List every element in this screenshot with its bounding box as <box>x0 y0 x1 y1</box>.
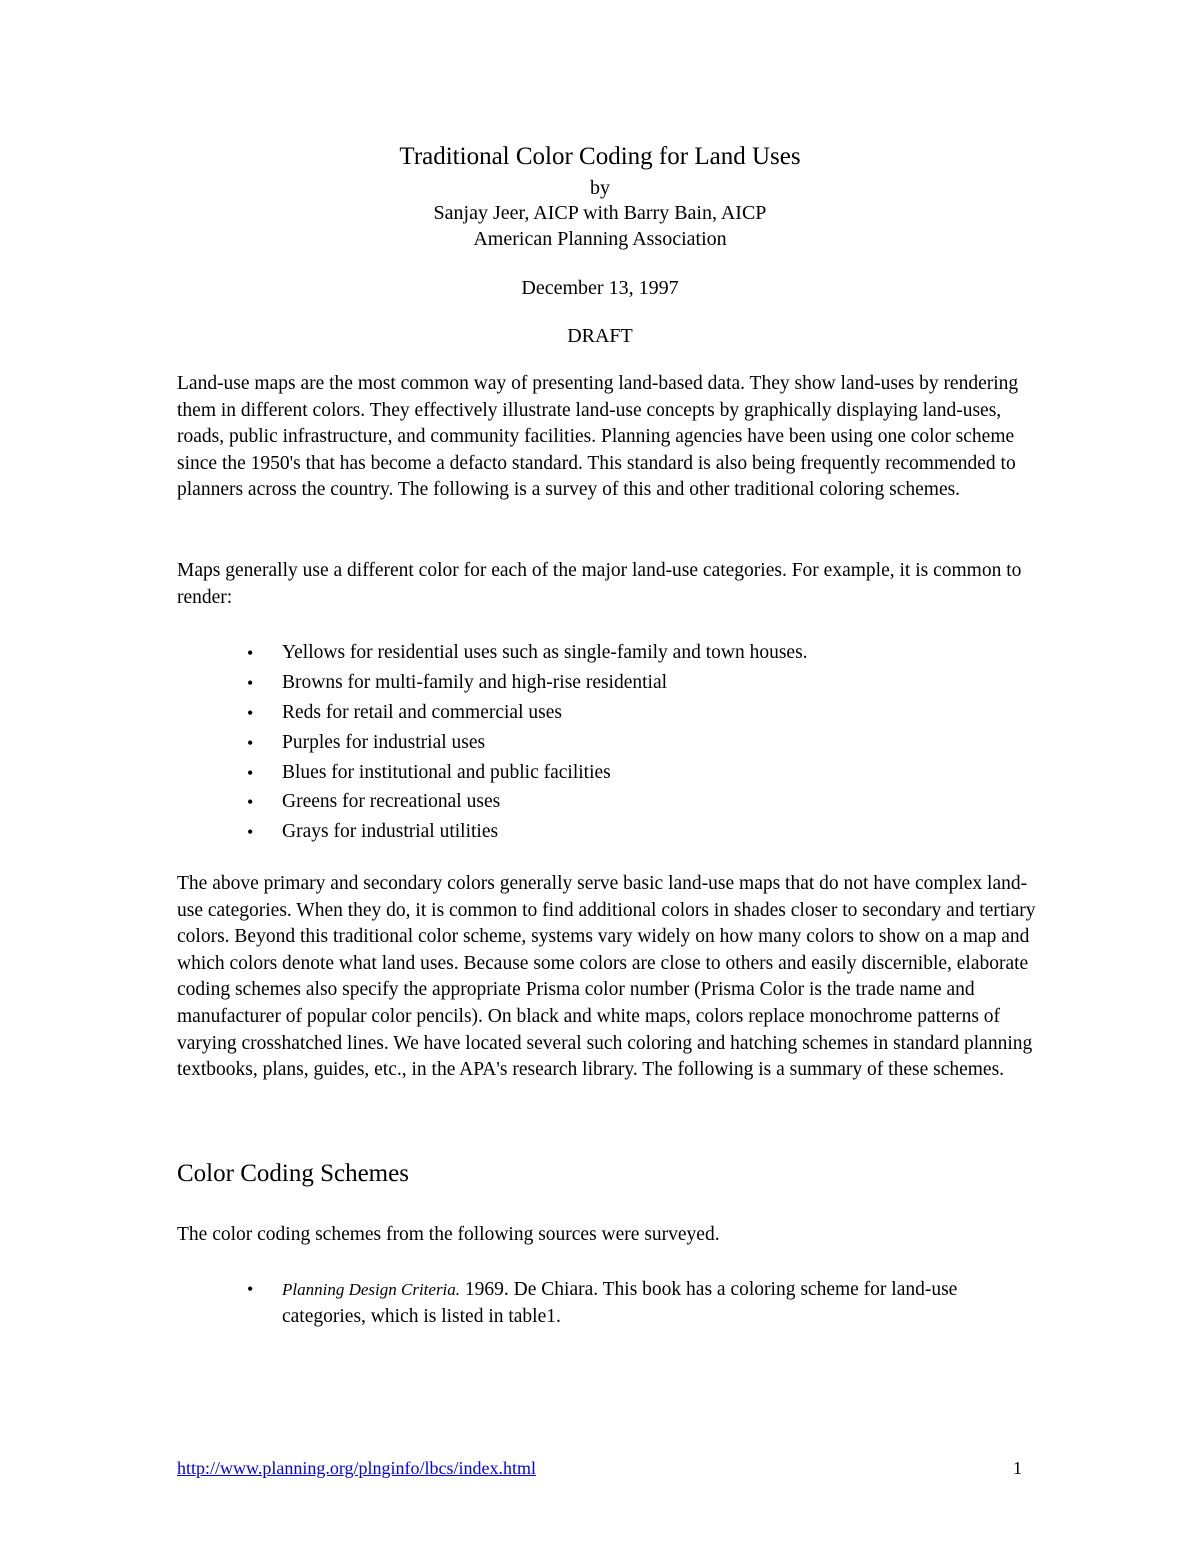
section-heading: Color Coding Schemes <box>177 1160 409 1187</box>
list-item-text: Browns for multi-family and high-rise residential <box>282 671 668 693</box>
bullet-icon: • <box>247 732 254 753</box>
list-item-text: Grays for industrial utilities <box>282 821 499 843</box>
byline-by: by <box>590 177 610 199</box>
document-title: Traditional Color Coding for Land Uses <box>399 143 801 170</box>
authors: Sanjay Jeer, AICP with Barry Bain, AICP <box>433 202 767 224</box>
bullet-icon: • <box>247 1279 254 1299</box>
source-list <box>245 1276 1025 1330</box>
list-item <box>245 670 1025 700</box>
document-date: December 13, 1997 <box>521 277 679 299</box>
bullet-icon: • <box>247 672 254 693</box>
color-list <box>245 640 1025 849</box>
source-title: Planning Design Criteria. <box>282 1280 461 1299</box>
list-item <box>245 819 1025 849</box>
list-item <box>245 700 1025 730</box>
footer-url-link[interactable]: http://www.planning.org/plnginfo/lbcs/index.html <box>177 1458 536 1478</box>
list-item-text: Greens for recreational uses <box>282 791 501 813</box>
summary-paragraph: The above primary and secondary colors generally serve basic land-use maps that do not have complex land-use categories. When they do, it is common to find additional colors in shades closer to secondary and tertiary colors. Beyond this traditional color scheme, systems vary widely on how many colors to show on a map and which colors denote what land uses. Because some colors are close to others and easily discernible, elaborate coding schemes also specify the appropriate Prisma color number (Prisma Color is the trade name and manufacturer of popular color pencils). On black and white maps, colors replace monochrome patterns of varying crosshatched lines. We have located several such coloring and hatching schemes in standard planning textbooks, plans, guides, etc., in the APA's research library. The following is a summary of these schemes. <box>177 873 1036 1081</box>
bullet-icon: • <box>247 702 254 723</box>
maps-paragraph: Maps generally use a different color for each of the major land-use categories. For example, it is common to render: <box>177 560 1022 608</box>
bullet-icon: • <box>247 822 254 843</box>
list-item <box>245 640 1025 670</box>
list-item-text: Yellows for residential uses such as single-family and town houses. <box>282 642 808 663</box>
list-item <box>245 730 1025 760</box>
page-number: 1 <box>1013 1458 1022 1478</box>
source-description: 1969. De Chiara. This book has a coloring scheme for land-use categories, which is listed in table1. <box>282 1279 958 1327</box>
intro-paragraph: Land-use maps are the most common way of presenting land-based data. They show land-uses by rendering them in different colors. They effectively illustrate land-use concepts by graphically displaying land-uses, roads, public infrastructure, and community facilities. Planning agencies have been using one color scheme since the 1950's that has become a defacto standard. This standard is also being frequently recommended to planners across the country. The following is a survey of this and other traditional coloring schemes. <box>177 373 1019 501</box>
draft-label: DRAFT <box>567 325 633 347</box>
list-item <box>245 760 1025 790</box>
bullet-icon: • <box>247 762 254 783</box>
surveyed-paragraph: The color coding schemes from the following sources were surveyed. <box>177 1224 720 1245</box>
list-item-text: Reds for retail and commercial uses <box>282 701 562 723</box>
list-item <box>245 1276 1025 1330</box>
list-item-text: Blues for institutional and public facilities <box>282 761 611 783</box>
bullet-icon: • <box>247 792 254 813</box>
list-item <box>245 789 1025 819</box>
list-item-text: Purples for industrial uses <box>282 731 486 753</box>
organization: American Planning Association <box>473 228 727 250</box>
bullet-icon: • <box>247 643 254 663</box>
